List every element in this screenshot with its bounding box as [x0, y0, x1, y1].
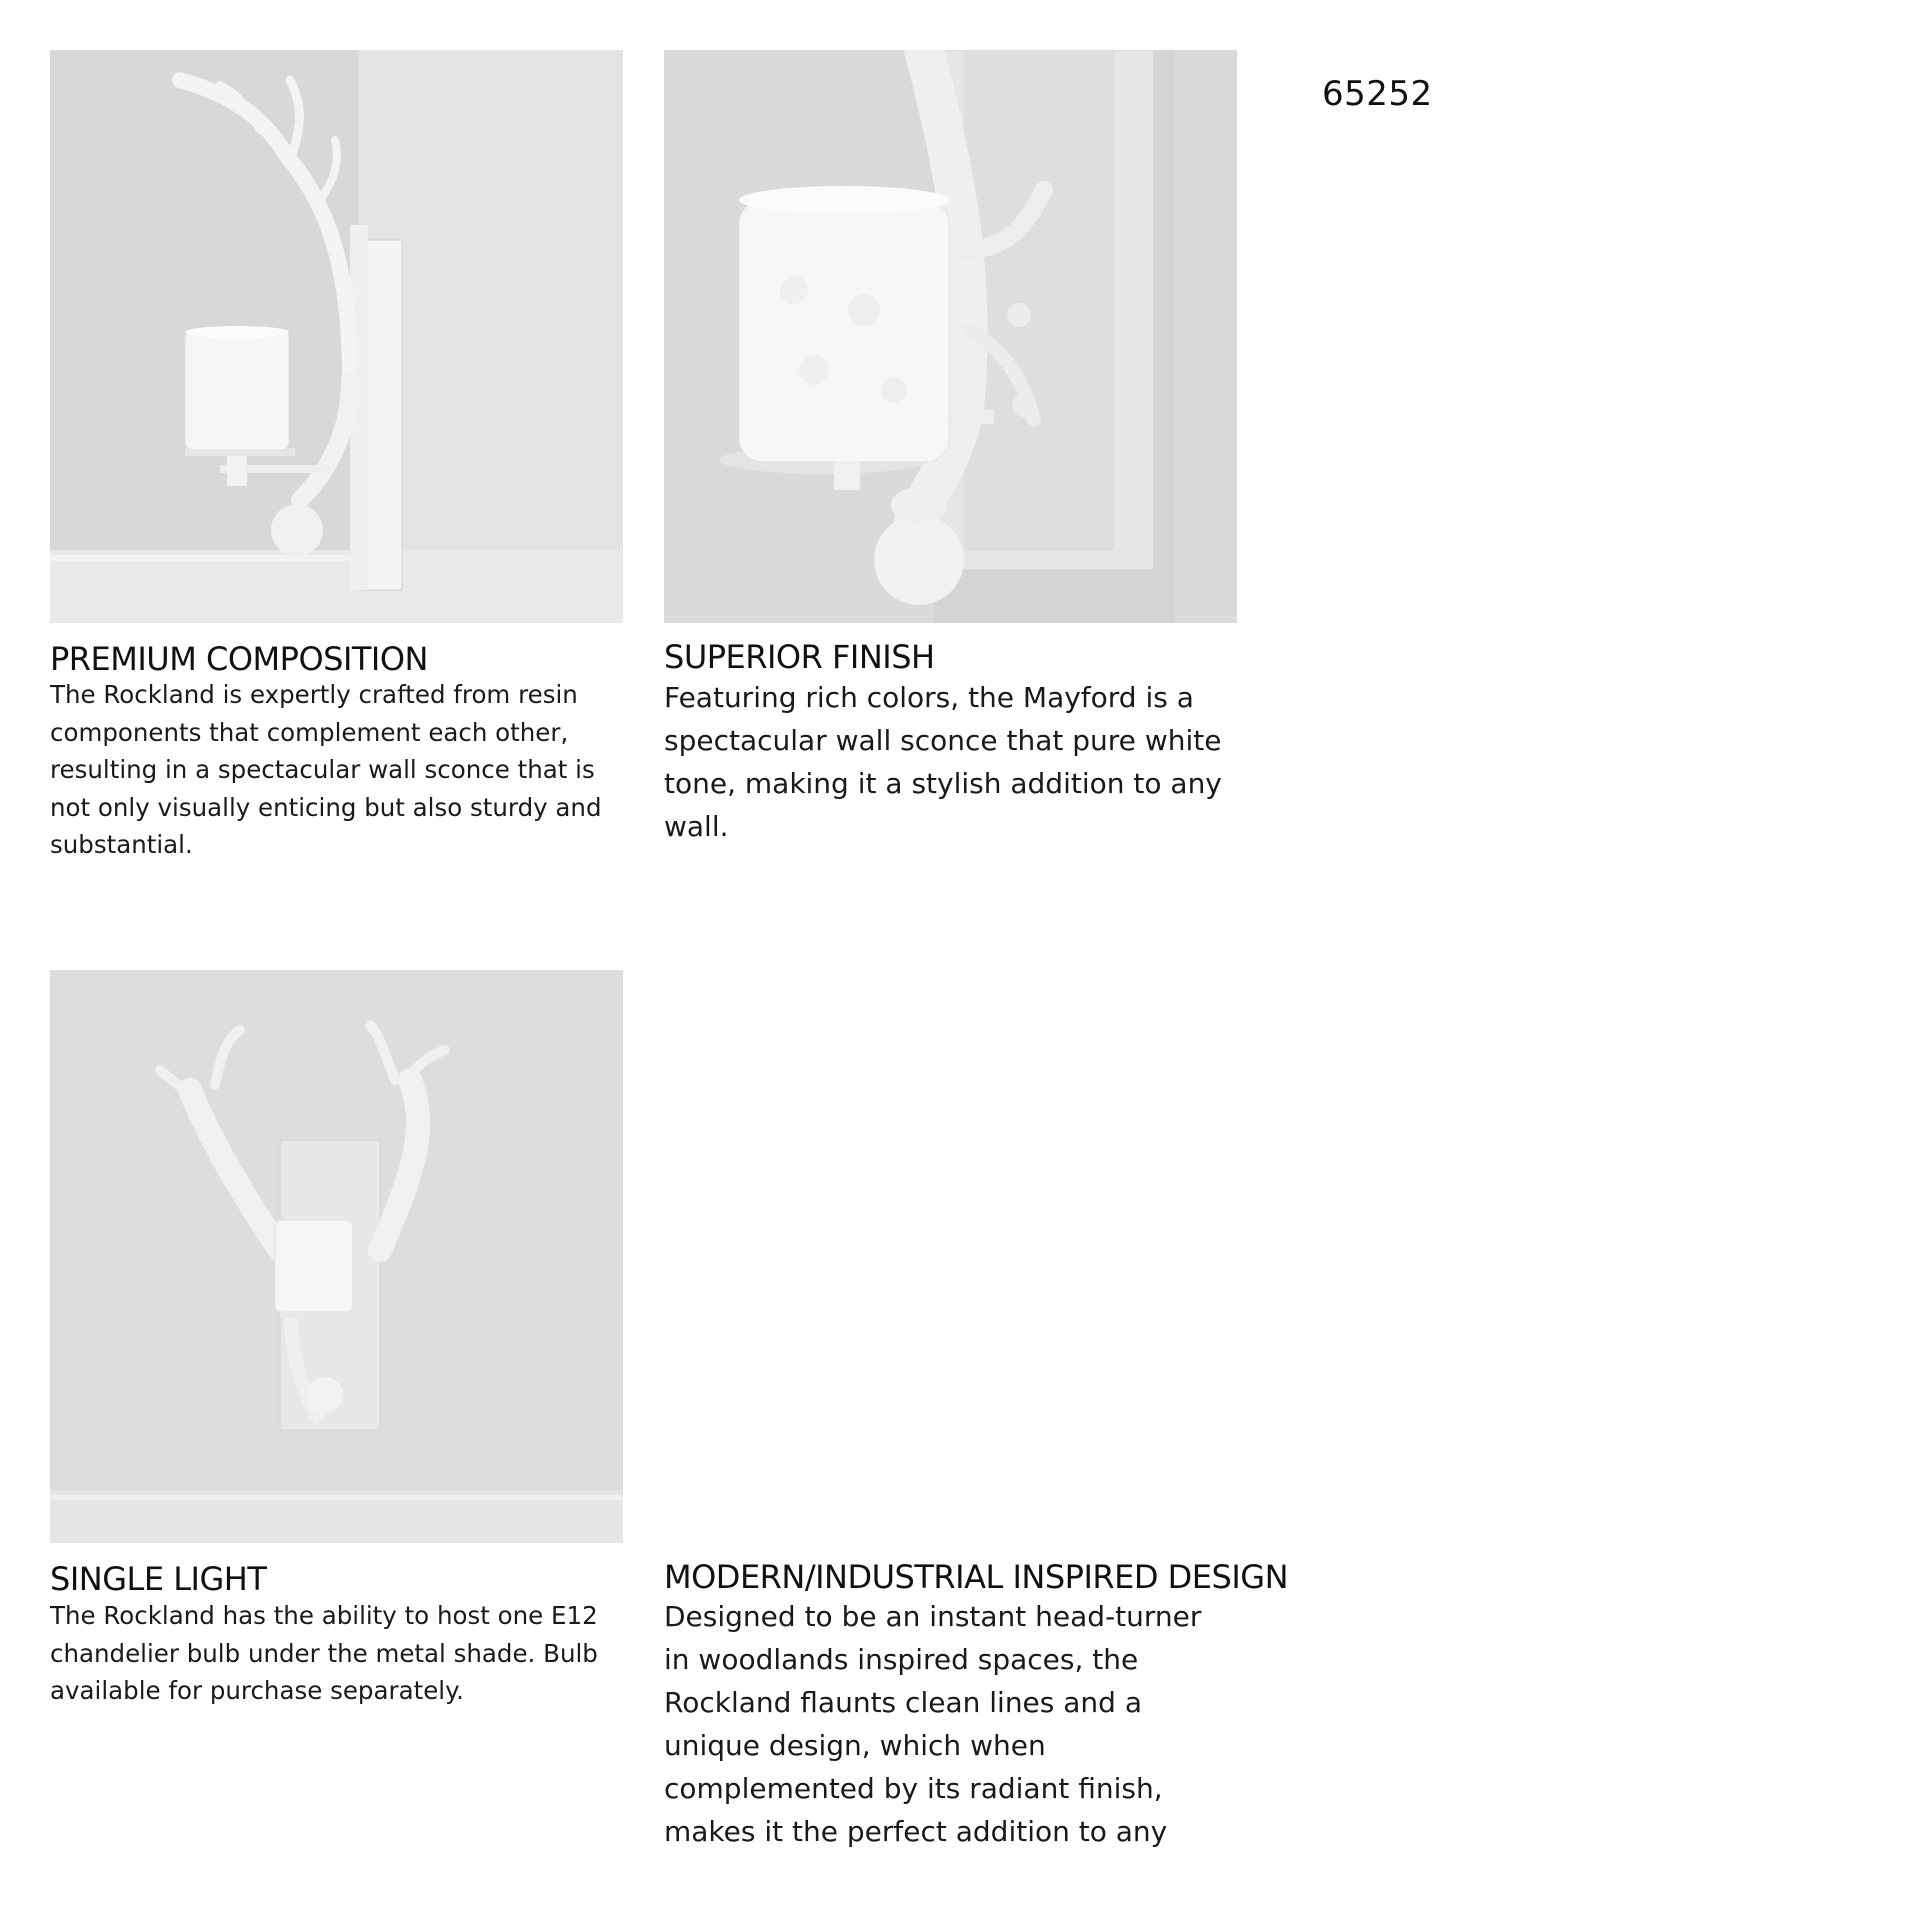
feature-title-premium-composition: PREMIUM COMPOSITION	[50, 640, 428, 678]
product-sku: 65252	[1322, 74, 1433, 114]
product-photo-side-view	[50, 50, 623, 623]
feature-text-premium-composition: The Rockland is expertly crafted from resin components that complement each other, resulting in a spectacular wall sconce that is not only visually enticing but also sturdy and substantial.	[50, 680, 602, 859]
feature-text-single-light: The Rockland has the ability to host one E12 chandelier bulb under the metal shade. Bulb available for purchase separately.	[50, 1601, 598, 1705]
feature-title-superior-finish: SUPERIOR FINISH	[664, 638, 935, 676]
feature-text-superior-finish: Featuring rich colors, the Mayford is a spectacular wall sconce that pure white tone, making it a stylish addition to any wall.	[664, 681, 1222, 843]
product-photo-front-view	[50, 970, 623, 1543]
sconce-side-illustration	[50, 50, 623, 623]
feature-title-modern-industrial-design: MODERN/INDUSTRIAL INSPIRED DESIGN	[664, 1558, 1288, 1596]
feature-text-modern-industrial-design: Designed to be an instant head-turner in woodlands inspired spaces, the Rockland flaunts clean lines and a unique design, which when complemented by its radiant finish, makes it the perfect addition to any	[664, 1600, 1202, 1848]
product-photo-closeup	[664, 50, 1237, 623]
sconce-front-illustration	[50, 970, 623, 1543]
sconce-closeup-illustration	[664, 50, 1237, 623]
feature-title-single-light: SINGLE LIGHT	[50, 1560, 267, 1598]
